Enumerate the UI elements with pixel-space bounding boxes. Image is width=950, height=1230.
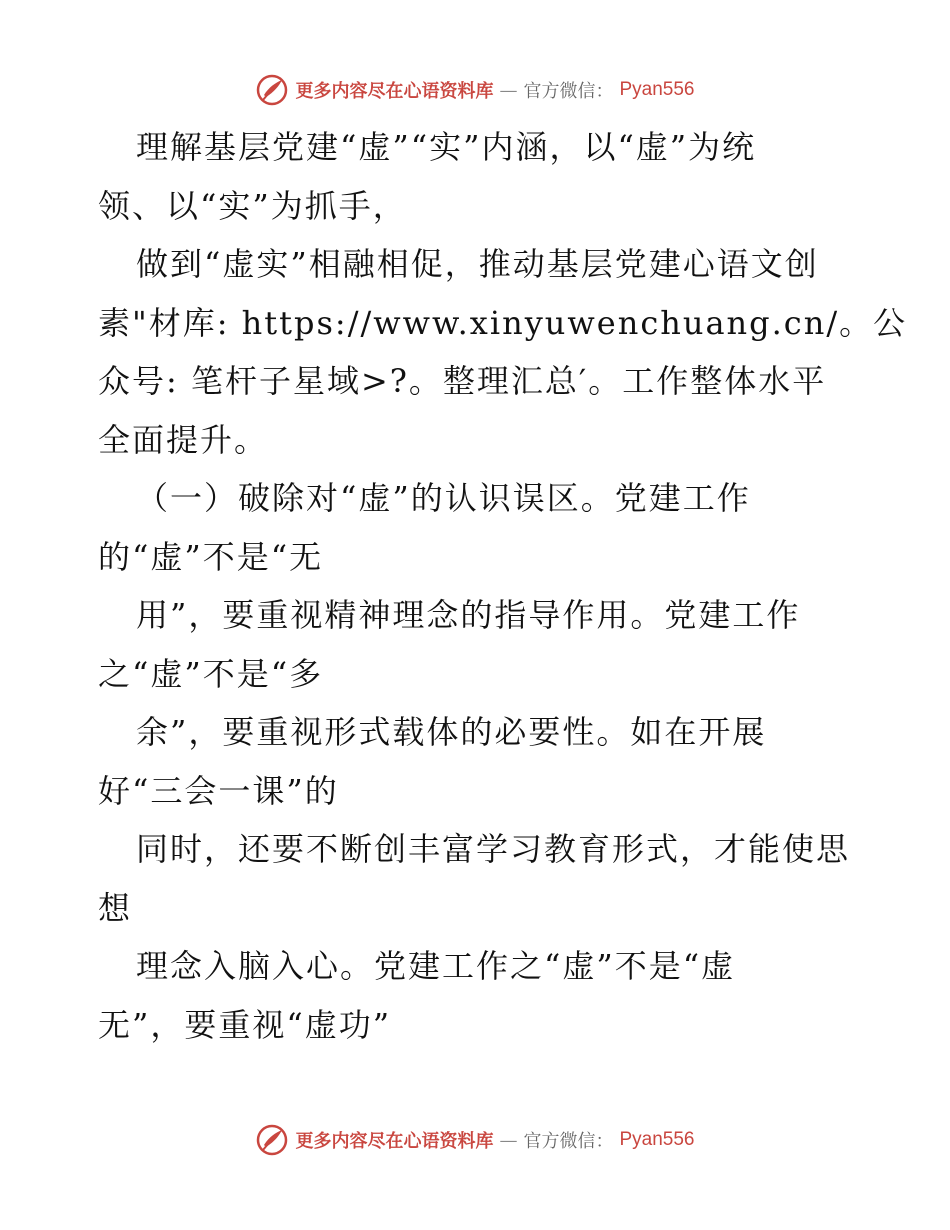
body-line: 同时，还要不断创丰富学习教育形式，才能使思 (136, 830, 851, 868)
footer-wechat-label: 官方微信： (523, 1131, 614, 1152)
body-line: 想 (98, 888, 133, 927)
body-line: 做到“虚实”相融相促，推动基层党建心语文创 (136, 245, 819, 283)
document-body (98, 118, 908, 1054)
footer-dash: — (499, 1129, 518, 1151)
banner-wechat-id: Pyan556 (619, 79, 695, 100)
body-line: 无”，要重视“虚功” (98, 1005, 392, 1044)
body-line: 理解基层党建“虚”“实”内涵，以“虚”为统 (136, 128, 757, 166)
body-line: 好“三会一课”的 (98, 771, 339, 810)
footer-banner (0, 1120, 950, 1160)
body-line: 全面提升。 (98, 420, 269, 459)
quill-circle-logo-icon (255, 73, 289, 107)
banner-dash: — (499, 79, 518, 101)
header-banner (0, 70, 950, 110)
footer-wechat-id: Pyan556 (619, 1129, 695, 1150)
body-line: 众号: 笔杆子星域>?。整理汇总′。工作整体水平 (98, 362, 827, 400)
body-line: 领、以“实”为抓手， (98, 186, 407, 225)
quill-circle-logo-icon (255, 1123, 289, 1157)
body-line: 的“虚”不是“无 (98, 537, 324, 576)
footer-main-text: 更多内容尽在心语资料库 (295, 1131, 494, 1152)
banner-wechat-label: 官方微信： (523, 81, 614, 102)
body-line: （一）破除对“虚”的认识误区。党建工作 (136, 479, 751, 517)
body-line: 用”，要重视精神理念的指导作用。党建工作 (136, 596, 801, 634)
body-line: 素"材库: https://www.xinyuwenchuang.cn/。公 (98, 303, 908, 342)
body-line: 余”，要重视形式载体的必要性。如在开展 (136, 713, 767, 751)
banner-main-text: 更多内容尽在心语资料库 (295, 81, 494, 102)
body-line: 之“虚”不是“多 (98, 654, 324, 693)
body-line: 理念入脑入心。党建工作之“虚”不是“虚 (136, 947, 736, 985)
